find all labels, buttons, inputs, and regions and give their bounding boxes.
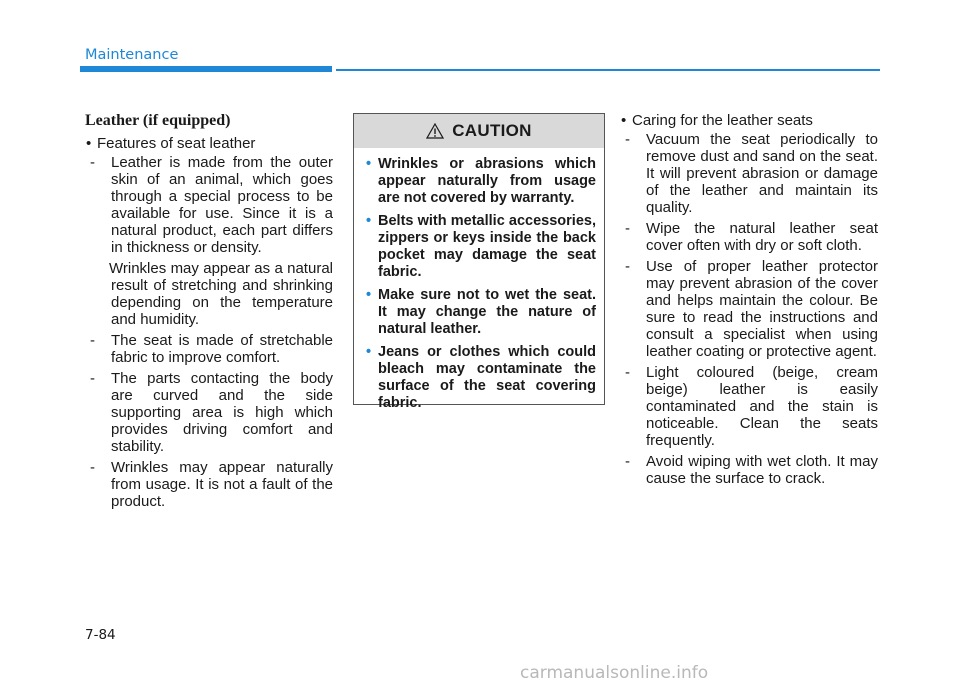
caution-item-text: Belts with metallic accessories, zippers or keys inside the back pocket may damage the seat fabric. <box>378 213 596 280</box>
bullet-dot: • <box>621 112 627 129</box>
caution-header <box>354 114 604 148</box>
caution-item-text: Jeans or clothes which could bleach may contaminate the surface of the seat covering fabric. <box>378 344 596 411</box>
bullet-dot: • <box>366 344 372 360</box>
list-item: - The seat is made of stretchable fabric to improve comfort. <box>90 332 333 366</box>
caution-item <box>366 287 596 338</box>
list-item-text: Leather is made from the outer skin of an animal, which goes through a special process to be available for use. Since it is a natural product, each part differs in thickness or density. <box>111 154 333 256</box>
list-item-text: Light coloured (beige, cream beige) leather is easily contaminated and the stain is noticeable. Clean the seats frequently. <box>646 364 878 449</box>
bullet-dot: • <box>366 156 372 172</box>
caution-item <box>366 344 596 412</box>
list-item-text: Vacuum the seat periodically to remove dust and sand on the seat. It will prevent abrasion or damage of the leather and maintain its quality. <box>646 131 878 216</box>
right-column <box>620 112 878 491</box>
caution-item <box>366 156 596 207</box>
list-item: - Vacuum the seat periodically to remove dust and sand on the seat. It will prevent abrasion or damage of the leather and maintain its quality. <box>625 131 878 216</box>
features-bullet <box>85 135 333 152</box>
list-item: - The parts contacting the body are curved and the side supporting area is high which provides driving comfort and stability. <box>90 370 333 455</box>
list-item-text: Use of proper leather protector may prevent abrasion of the cover and helps maintain the colour. Be sure to read the instructions and consult a specialist when using leather coating or protective agent. <box>646 258 878 360</box>
caution-box <box>353 113 605 411</box>
list-item-text: Wrinkles may appear naturally from usage. It is not a fault of the product. <box>111 459 333 510</box>
leather-heading: Leather (if equipped) <box>85 112 231 129</box>
caring-bullet-text: Caring for the leather seats <box>632 112 813 129</box>
page-number: 7-84 <box>85 627 116 643</box>
list-item-text: Wipe the natural leather seat cover often with dry or soft cloth. <box>646 220 878 254</box>
list-item-text: The seat is made of stretchable fabric to improve comfort. <box>111 332 333 366</box>
features-bullet-text: Features of seat leather <box>97 135 256 152</box>
list-item-text: The parts contacting the body are curved and the side supporting area is high which provides driving comfort and stability. <box>111 370 333 455</box>
list-item: - Use of proper leather protector may prevent abrasion of the cover and helps maintain the colour. Be sure to read the instructions and consult a specialist when using leather coating or protective agent. <box>625 258 878 360</box>
left-column <box>85 112 333 514</box>
bullet-dot: • <box>86 135 92 152</box>
section-title: Maintenance <box>85 47 179 63</box>
list-item-text: Avoid wiping with wet cloth. It may cause the surface to crack. <box>646 453 878 487</box>
bullet-dot: • <box>366 287 372 303</box>
header-rule-thin <box>336 69 880 71</box>
caution-list <box>354 148 604 412</box>
list-item: - Wrinkles may appear naturally from usage. It is not a fault of the product. <box>90 459 333 510</box>
header-rule-thick <box>80 66 332 72</box>
caution-title: CAUTION <box>452 121 532 140</box>
caution-item-text: Wrinkles or abrasions which appear naturally from usage are not covered by warranty. <box>378 156 596 206</box>
caring-bullet <box>620 112 878 129</box>
caution-item-text: Make sure not to wet the seat. It may change the nature of natural leather. <box>378 287 596 337</box>
list-note: Wrinkles may appear as a natural result of stretching and shrinking depending on the temperature and humidity. <box>109 260 333 328</box>
warning-triangle-icon <box>426 123 444 139</box>
list-item: - Leather is made from the outer skin of an animal, which goes through a special process to be available for use. Since it is a natural product, each part differs in thickness or density. <box>90 154 333 256</box>
list-item: - Wipe the natural leather seat cover often with dry or soft cloth. <box>625 220 878 254</box>
caution-item <box>366 213 596 281</box>
list-item: - Avoid wiping with wet cloth. It may cause the surface to crack. <box>625 453 878 487</box>
watermark: carmanualsonline.info <box>520 663 709 683</box>
bullet-dot: • <box>366 213 372 229</box>
list-item: - Light coloured (beige, cream beige) leather is easily contaminated and the stain is noticeable. Clean the seats frequently. <box>625 364 878 449</box>
